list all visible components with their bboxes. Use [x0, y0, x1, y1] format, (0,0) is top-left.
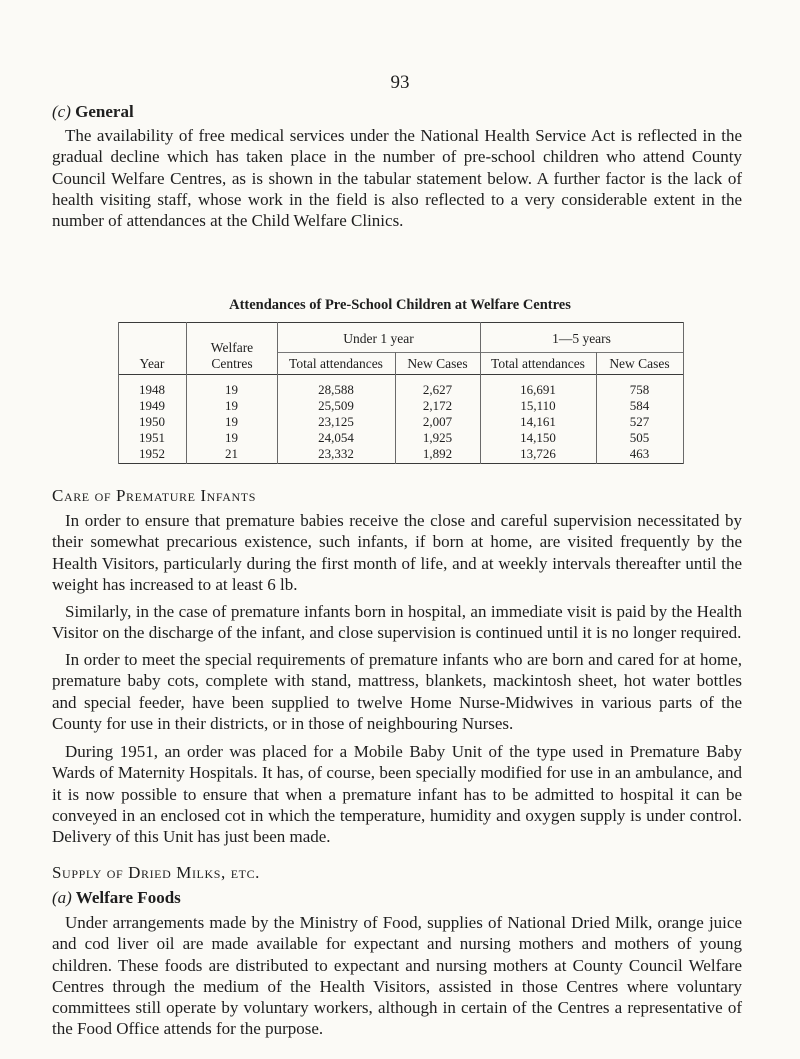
premature-paragraph-4: During 1951, an order was placed for a Mobile Baby Unit of the type used in Premature Baby Wards of Maternity Hospitals. It has, of course, been specially modified for use in an ambulance, and it is now possible to ensure that when a premature infant has to be admitted to hospital it can be conveyed in an enclosed cot in which the temperature, humidity and oxygen supply is under control. Delivery of this Unit has just been made. [52, 742, 742, 847]
section-c-letter: (c) [52, 102, 71, 121]
table-title: Attendances of Pre-School Children at Welfare Centres [229, 297, 571, 313]
cell-centres: 19 [225, 430, 238, 445]
header-welfare-centres: Welfare Centres [210, 340, 254, 371]
section-c-title: General [75, 102, 134, 121]
milks-heading: Supply of Dried Milks, etc. [52, 863, 261, 882]
premature-paragraph-3: In order to meet the special requirements of premature infants who are born and cared for at home, premature baby cots, complete with stand, mattress, blankets, mackintosh sheet, hot water bottles and special feeder, have been supplied to twelve Home Nurse-Midwives in various parts of the County for use in their districts, or in those of neighbouring Nurses. [52, 650, 742, 733]
section-c-paragraph: The availability of free medical services under the National Health Service Act is reflected in the gradual decline which has taken place in the number of pre-school children who attend County Council Welfare Centres, as is shown in the tabular statement below. A further factor is the lack of health visiting staff, whose work in the field is also reflected to a very considerable extent in the number of attendances at the Child Welfare Clinics. [52, 126, 742, 231]
cell-u1-total: 25,509 [318, 398, 354, 413]
welfare-foods-heading [52, 888, 181, 908]
welfare-foods-paragraph: Under arrangements made by the Ministry of Food, supplies of National Dried Milk, orange juice and cod liver oil are made available for expectant and nursing mothers and mothers of young children. These foods are distributed to expectant and nursing mothers at County Council Welfare Centres through the medium of the Health Visitors, assisted in those Centres where voluntary committees still operate by voluntary workers, although in certain of the Centres a representative of the Food Office attends for the purpose. [52, 913, 742, 1039]
cell-15-new: 463 [629, 446, 650, 461]
cell-15-new: 505 [629, 430, 650, 445]
header-u1-total-attendances: Total attendances [289, 356, 383, 371]
cell-15-total: 16,691 [520, 382, 556, 397]
cell-centres: 19 [225, 398, 238, 413]
cell-year: 1949 [139, 398, 165, 413]
header-15-total-attendances: Total attendances [491, 356, 585, 371]
cell-15-new: 758 [629, 382, 650, 397]
premature-paragraph-1: In order to ensure that premature babies receive the close and careful supervision necessitated by their somewhat precarious existence, such infants, if born at home, are visited frequently by the Health Visitors, particularly during the first month of life, and at weekly intervals thereafter until the weight has increased to at least 6 lb. [52, 511, 742, 594]
cell-u1-total: 28,588 [318, 382, 354, 397]
cell-centres: 19 [225, 414, 238, 429]
cell-u1-total: 23,332 [318, 446, 354, 461]
cell-15-total: 14,161 [520, 414, 556, 429]
cell-year: 1948 [139, 382, 165, 397]
cell-centres: 19 [225, 382, 238, 397]
header-year: Year [139, 356, 165, 371]
cell-year: 1950 [139, 414, 165, 429]
cell-15-new: 584 [629, 398, 650, 413]
cell-u1-total: 23,125 [318, 414, 354, 429]
cell-15-total: 13,726 [520, 446, 556, 461]
attendance-table [118, 322, 684, 461]
header-u1-new-cases: New Cases [407, 356, 468, 371]
cell-15-total: 15,110 [520, 398, 556, 413]
cell-u1-new: 2,007 [422, 414, 453, 429]
welfare-foods-letter: (a) [52, 888, 72, 907]
cell-year: 1952 [139, 446, 165, 461]
header-1-5-years: 1—5 years [552, 331, 611, 346]
header-under-1-year: Under 1 year [343, 331, 414, 346]
section-c-heading [52, 102, 134, 122]
cell-u1-new: 1,925 [422, 430, 453, 445]
cell-u1-new: 1,892 [422, 446, 453, 461]
cell-15-total: 14,150 [520, 430, 556, 445]
cell-u1-new: 2,627 [422, 382, 453, 397]
header-15-new-cases: New Cases [609, 356, 670, 371]
cell-year: 1951 [139, 430, 165, 445]
cell-centres: 21 [225, 446, 238, 461]
cell-15-new: 527 [629, 414, 650, 429]
premature-paragraph-2: Similarly, in the case of premature infants born in hospital, an immediate visit is paid by the Health Visitor on the discharge of the infant, and close supervision is continued until it is no longer required. [52, 602, 742, 643]
premature-heading: Care of Premature Infants [52, 486, 256, 505]
page-number: 93 [390, 72, 410, 93]
welfare-foods-title: Welfare Foods [75, 888, 181, 907]
cell-u1-total: 24,054 [318, 430, 354, 445]
cell-u1-new: 2,172 [422, 398, 453, 413]
